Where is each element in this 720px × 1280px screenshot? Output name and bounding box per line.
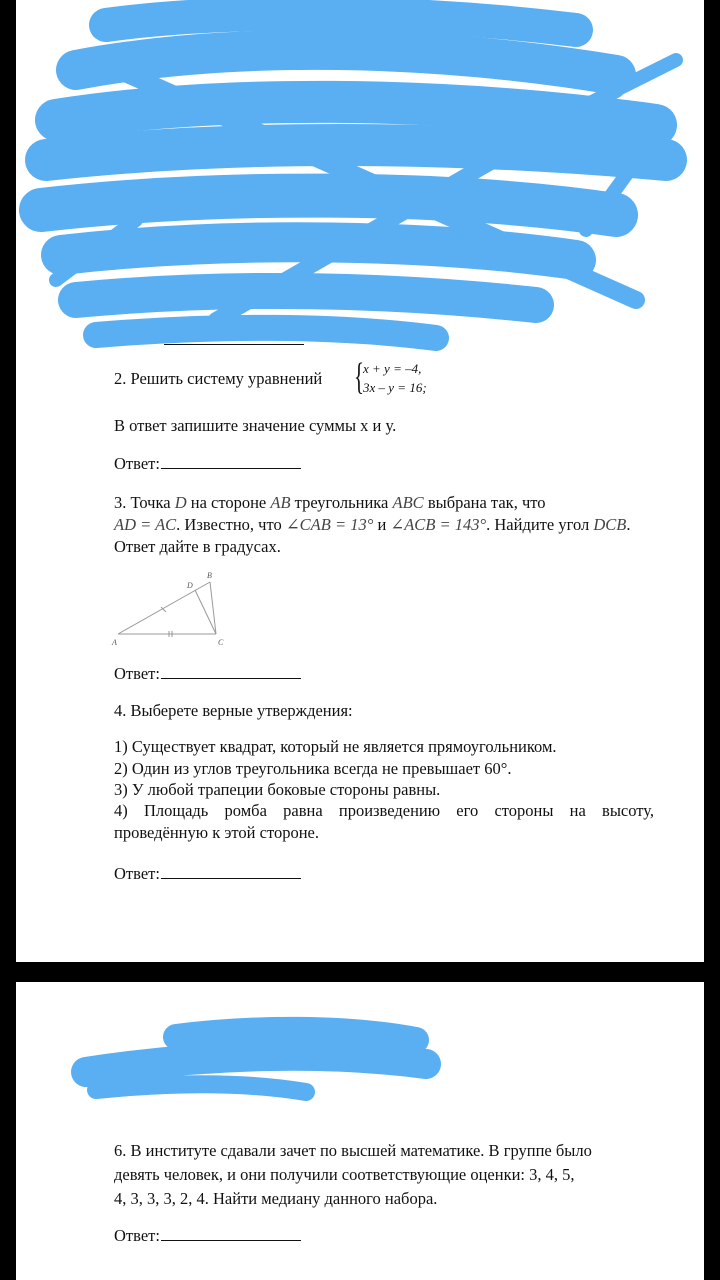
q3-text: . Известно, что	[176, 515, 286, 534]
q3-text: 3. Точка	[114, 493, 175, 512]
document-page-2	[16, 982, 704, 1280]
vertex-label-a: A	[112, 638, 117, 647]
question-2-instruction: В ответ запишите значение суммы х и у.	[114, 416, 397, 435]
q3-angle-dcb: DCB	[593, 515, 627, 534]
statement-4: 4) Площадь ромба равна произведению его стороны на высоту, проведённую к этой стороне.	[114, 801, 654, 842]
question-3-line-3: Ответ дайте в градусах.	[114, 537, 281, 556]
statement-1: 1) Существует квадрат, который не является прямоугольником.	[114, 737, 557, 756]
q3-text: . Найдите угол	[486, 515, 594, 534]
q3-var-d: D	[174, 493, 187, 512]
answer-blank	[161, 864, 301, 879]
q3-angle-acb: ∠ACB = 143°	[390, 515, 487, 534]
q3-angle-cab: ∠CAB = 13°	[285, 515, 374, 534]
answer-blank	[161, 454, 301, 469]
vertex-label-b: B	[207, 571, 212, 580]
equation-2: 3x – y = 16;	[363, 380, 427, 395]
system-brace: {	[354, 356, 365, 398]
answer-field-q2	[114, 453, 301, 475]
question-2-text: 2. Решить систему уравнений	[114, 369, 323, 388]
q3-eq-ad-ac: AD = AC	[114, 515, 177, 534]
statement-3: 3) У любой трапеции боковые стороны равны.	[114, 780, 441, 799]
answer-label: Ответ:	[114, 664, 160, 683]
q3-var-ab: AB	[270, 493, 291, 512]
answer-label: Ответ:	[114, 1226, 160, 1245]
answer-field-q6	[114, 1225, 301, 1247]
question-6-line-1: 6. В институте сдавали зачет по высшей математике. В группе было	[114, 1141, 592, 1160]
triangle-diagram	[106, 568, 246, 650]
equation-1: x + y = –4,	[363, 361, 422, 376]
statement-2: 2) Один из углов треугольника всегда не превышает 60°.	[114, 759, 512, 778]
q3-text: выбрана так, что	[423, 493, 546, 512]
answer-label: Ответ:	[114, 864, 160, 883]
answer-blank	[161, 1226, 301, 1241]
q3-text: треугольника	[290, 493, 393, 512]
document-page-1	[16, 0, 704, 962]
q3-var-abc: ABC	[392, 493, 424, 512]
q3-text: на стороне	[186, 493, 271, 512]
scribble-redaction-top	[16, 0, 704, 360]
question-3-line-1	[114, 492, 654, 514]
answer-line-q1	[164, 344, 304, 345]
q3-text: и	[373, 515, 391, 534]
answer-blank	[161, 664, 301, 679]
question-6-line-2: девять человек, и они получили соответствующие оценки: 3, 4, 5,	[114, 1165, 575, 1184]
question-4-title: 4. Выберете верные утверждения:	[114, 701, 353, 720]
vertex-label-c: C	[218, 638, 224, 647]
answer-field-q4	[114, 863, 301, 885]
answer-field-q3	[114, 663, 301, 685]
question-6-line-3: 4, 3, 3, 3, 2, 4. Найти медиану данного набора.	[114, 1189, 438, 1208]
question-3-line-2	[114, 514, 630, 536]
vertex-label-d: D	[187, 581, 193, 590]
answer-label: Ответ:	[114, 454, 160, 473]
scribble-redaction-bottom	[16, 982, 704, 1102]
q3-text: .	[626, 515, 631, 534]
